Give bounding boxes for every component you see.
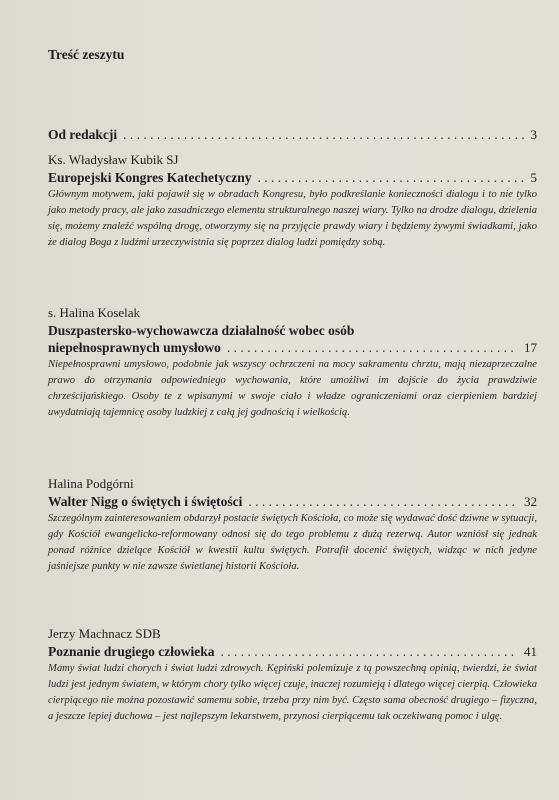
entry-title-line: [48, 493, 537, 510]
dot-leader: [123, 127, 524, 143]
dot-leader: [248, 493, 518, 510]
entry-author: s. Halina Koselak: [48, 305, 141, 320]
page-heading: Treść zeszytu: [48, 47, 125, 62]
entry-title: Poznanie drugiego człowieka: [48, 644, 215, 659]
toc-entry: [48, 151, 537, 251]
entry-title: niepełnosprawnych umysłowo: [48, 340, 221, 355]
entry-author: Halina Podgórni: [48, 476, 134, 491]
dot-leader: [227, 339, 518, 356]
entry-title-line: [48, 169, 537, 186]
toc-editorial-line: [48, 127, 537, 143]
entry-description: Mamy świat ludzi chorych i świat ludzi zdrowych. Kępiński polemizuje z tą powszechną opinią, twierdzi, że świat ludzi jest jednym światem, w którym chory tylko więcej czuje, inaczej rozumieją i dlatego więcej cierpią. Człowieka cierpiącego nie można pozostawić samemu sobie, trzeba przy nim być. Często sama obecność drugiego – fizyczna, a jeszcze lepiej duchowa – jest najlepszym lekarstwem, przynosi cierpiącemu tak oczekiwaną pomoc i ulgę.: [48, 663, 537, 722]
toc-entry: [48, 625, 537, 725]
entry-author: Jerzy Machnacz SDB: [48, 626, 161, 641]
toc-entry: [48, 304, 537, 421]
entry-title-first-line: Duszpastersko-wychowawcza działalność wobec osób: [48, 323, 355, 338]
entry-title-line: [48, 339, 537, 356]
entry-page-number: 17: [524, 340, 537, 355]
dot-leader: [220, 643, 518, 660]
toc-editorial: [48, 127, 537, 143]
entry-page-number: 5: [530, 170, 537, 185]
toc-page-number: 3: [530, 127, 537, 142]
dot-leader: [258, 169, 525, 186]
toc-entry: [48, 475, 537, 575]
toc-editorial-title: Od redakcji: [48, 127, 118, 142]
entry-page-number: 32: [524, 494, 537, 509]
entry-description: Głównym motywem, jaki pojawił się w obradach Kongresu, było podkreślanie konieczności dialogu i to nie tylko jako metody pracy, ale jako zasadniczego elementu strukturalnego naszej wiary. Tylko na drodze dialogu, dzielenia się, możemy znaleźć wspólną drogę, otworzymy się na przyjęcie prawdy wiary i będziemy żywymi świadkami, jako że dialog Boga z ludźmi urzeczywistnia się poprzez dialog ludzi pomiędzy sobą.: [48, 189, 537, 248]
entry-title: Walter Nigg o świętych i świętości: [48, 494, 243, 509]
entry-title-line: [48, 643, 537, 660]
entry-description: Niepełnosprawni umysłowo, podobnie jak wszyscy ochrzczeni na mocy sakramentu chrztu, mają niezaprzeczalne prawo do otrzymania odpowiedniego wychowania, które umożliwi im dojście do życia prawdziwie chrześcijańskiego. Osoby te z wpisanymi w swoje ciało i władze ograniczeniami oraz cierpieniem bardziej uwydatniają tajemnicę osoby ludzkiej z całą jej godnością i wielkością.: [48, 359, 537, 418]
entry-title: Europejski Kongres Katechetyczny: [48, 170, 252, 185]
entry-page-number: 41: [524, 644, 537, 659]
entry-author: Ks. Władysław Kubik SJ: [48, 152, 179, 167]
entry-description: Szczególnym zainteresowaniem obdarzył postacie świętych Kościoła, co może się wydawać dość dziwne w sytuacji, gdy Kościół ewangelicko-reformowany odnosi się do tego problemu z dużą rezerwą. Autor wzniósł się jednak ponad różnice dzielące Kościół w kwestii kultu świętych. Potrafił docenić świętych, widząc w nich jedyne jaśniejsze punkty w nie zawsze świetlanej historii Kościoła.: [48, 513, 537, 572]
